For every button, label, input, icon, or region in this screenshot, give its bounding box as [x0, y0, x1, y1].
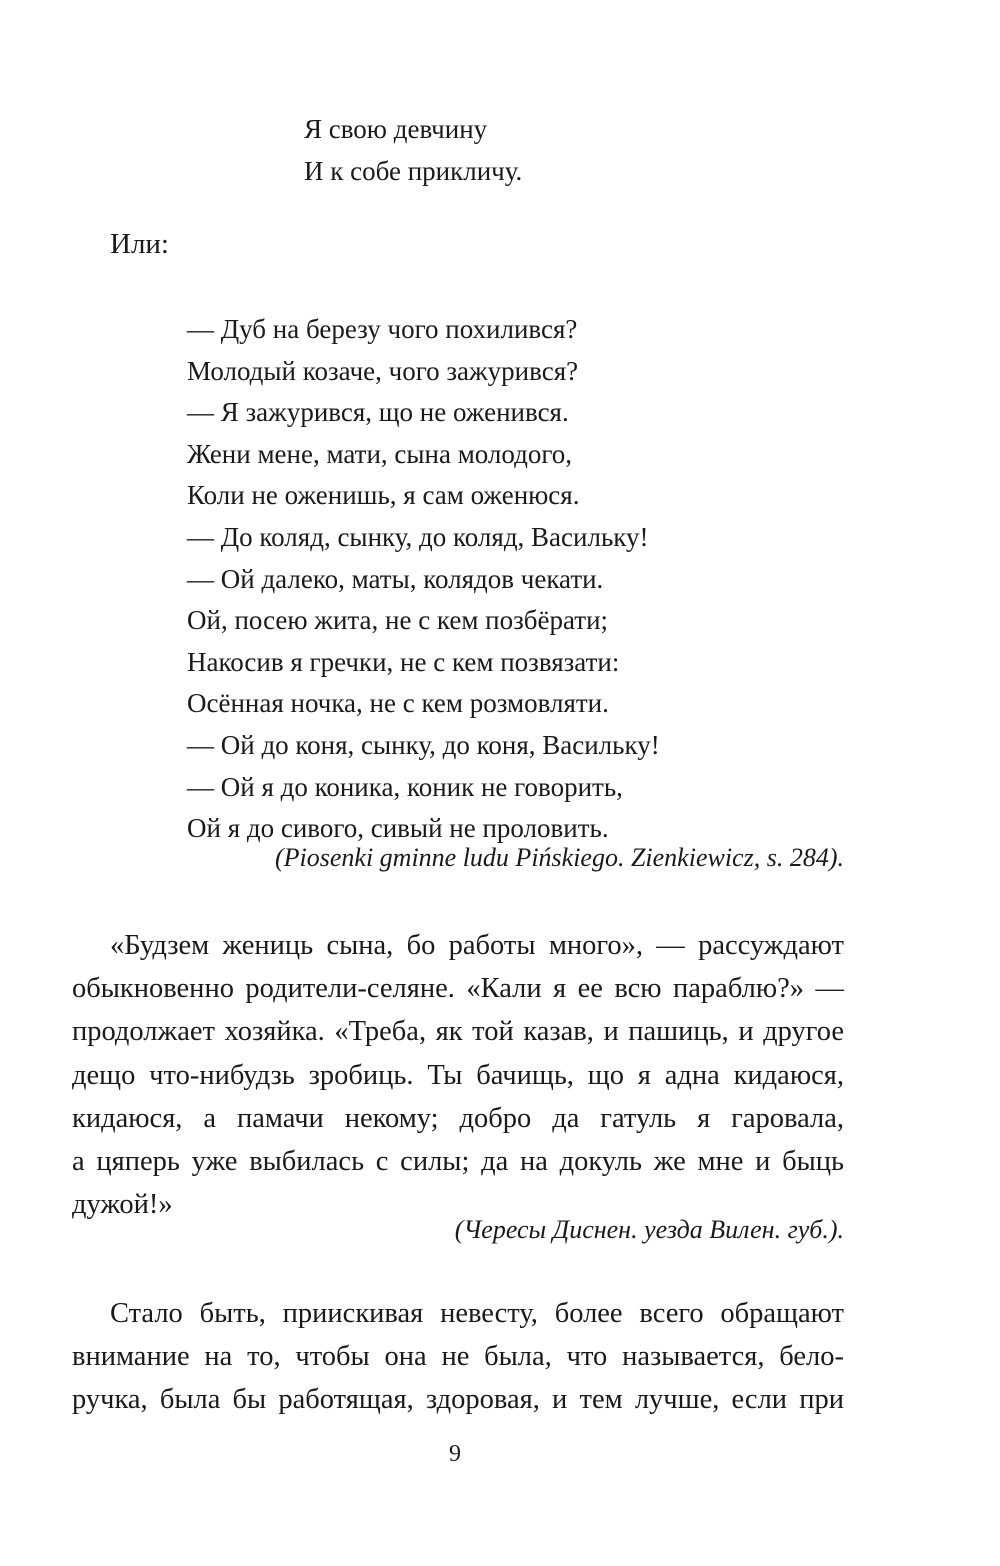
song-line: Жени мене, мати, сына молодого,: [187, 438, 573, 469]
paragraph-line: продолжает хозяйка. «Треба, як той казав, и пашиць, и другое: [72, 1016, 844, 1048]
verse-line: И к собе прикличу.: [304, 156, 523, 186]
song-line: — Дуб на березу чого похилився?: [187, 314, 578, 344]
song-line: — Ой далеко, маты, колядов чекати.: [187, 563, 604, 594]
paragraph-line: внимание на то, чтобы она не была, что называется, бело-: [72, 1341, 844, 1373]
paragraph-line: кидаюся, а памачи некому; добро да гатуль я гаровала,: [72, 1102, 844, 1134]
song-line: — До коляд, сынку, до коляд, Васильку!: [187, 521, 649, 552]
paragraph-line: а цяперь уже выбилась с силы; да на докуль же мне и быць: [72, 1146, 844, 1178]
page-number: 9: [449, 1441, 461, 1467]
song-line: Молодый козаче, чого зажурився?: [187, 355, 579, 386]
paragraph-line: Стало быть, приискивая невесту, более всего обращают: [110, 1298, 844, 1329]
paragraph: [72, 924, 844, 1226]
verse-fragment: [304, 108, 522, 192]
song-line: — Ой до коня, сынку, до коня, Васильку!: [187, 729, 660, 760]
paragraph-line: дещо что-нибудзь зробиць. Ты бачищь, що я адна кидаюся,: [72, 1059, 844, 1091]
song-line: — Я зажурився, що не оженився.: [187, 397, 569, 428]
source-citation: (Piosenki gminne ludu Pińskiego. Zienkiewicz, s. 284).: [274, 843, 844, 872]
song-verse: [187, 309, 660, 850]
song-line: Осённая ночка, не с кем розмовляти.: [187, 688, 609, 719]
song-line: — Ой я до коника, коник не говорить,: [187, 771, 623, 802]
verse-line: Я свою девчину: [304, 114, 488, 144]
song-line: Ой я до сивого, сивый не проловить.: [187, 813, 609, 844]
paragraph: [72, 1292, 844, 1422]
paragraph-line: дужой!»: [72, 1189, 173, 1221]
song-line: Ой, посею жита, не с кем позбёрати;: [187, 605, 609, 636]
song-line: Коли не оженишь, я сам оженюся.: [187, 480, 580, 511]
paragraph-line: «Будзем жениць сына, бо работы много», — рассуждают: [110, 930, 844, 961]
paragraph-line: ручка, была бы работящая, здоровая, и тем лучше, если при: [72, 1384, 844, 1416]
paragraph-line: обыкновенно родители-селяне. «Кали я ее всю параблю?» —: [72, 973, 844, 1005]
source-citation: (Чересы Диснен. уезда Вилен. губ.).: [454, 1215, 844, 1244]
song-line: Накосив я гречки, не с кем позвязати:: [187, 646, 620, 677]
transition-word: Или:: [110, 228, 169, 260]
